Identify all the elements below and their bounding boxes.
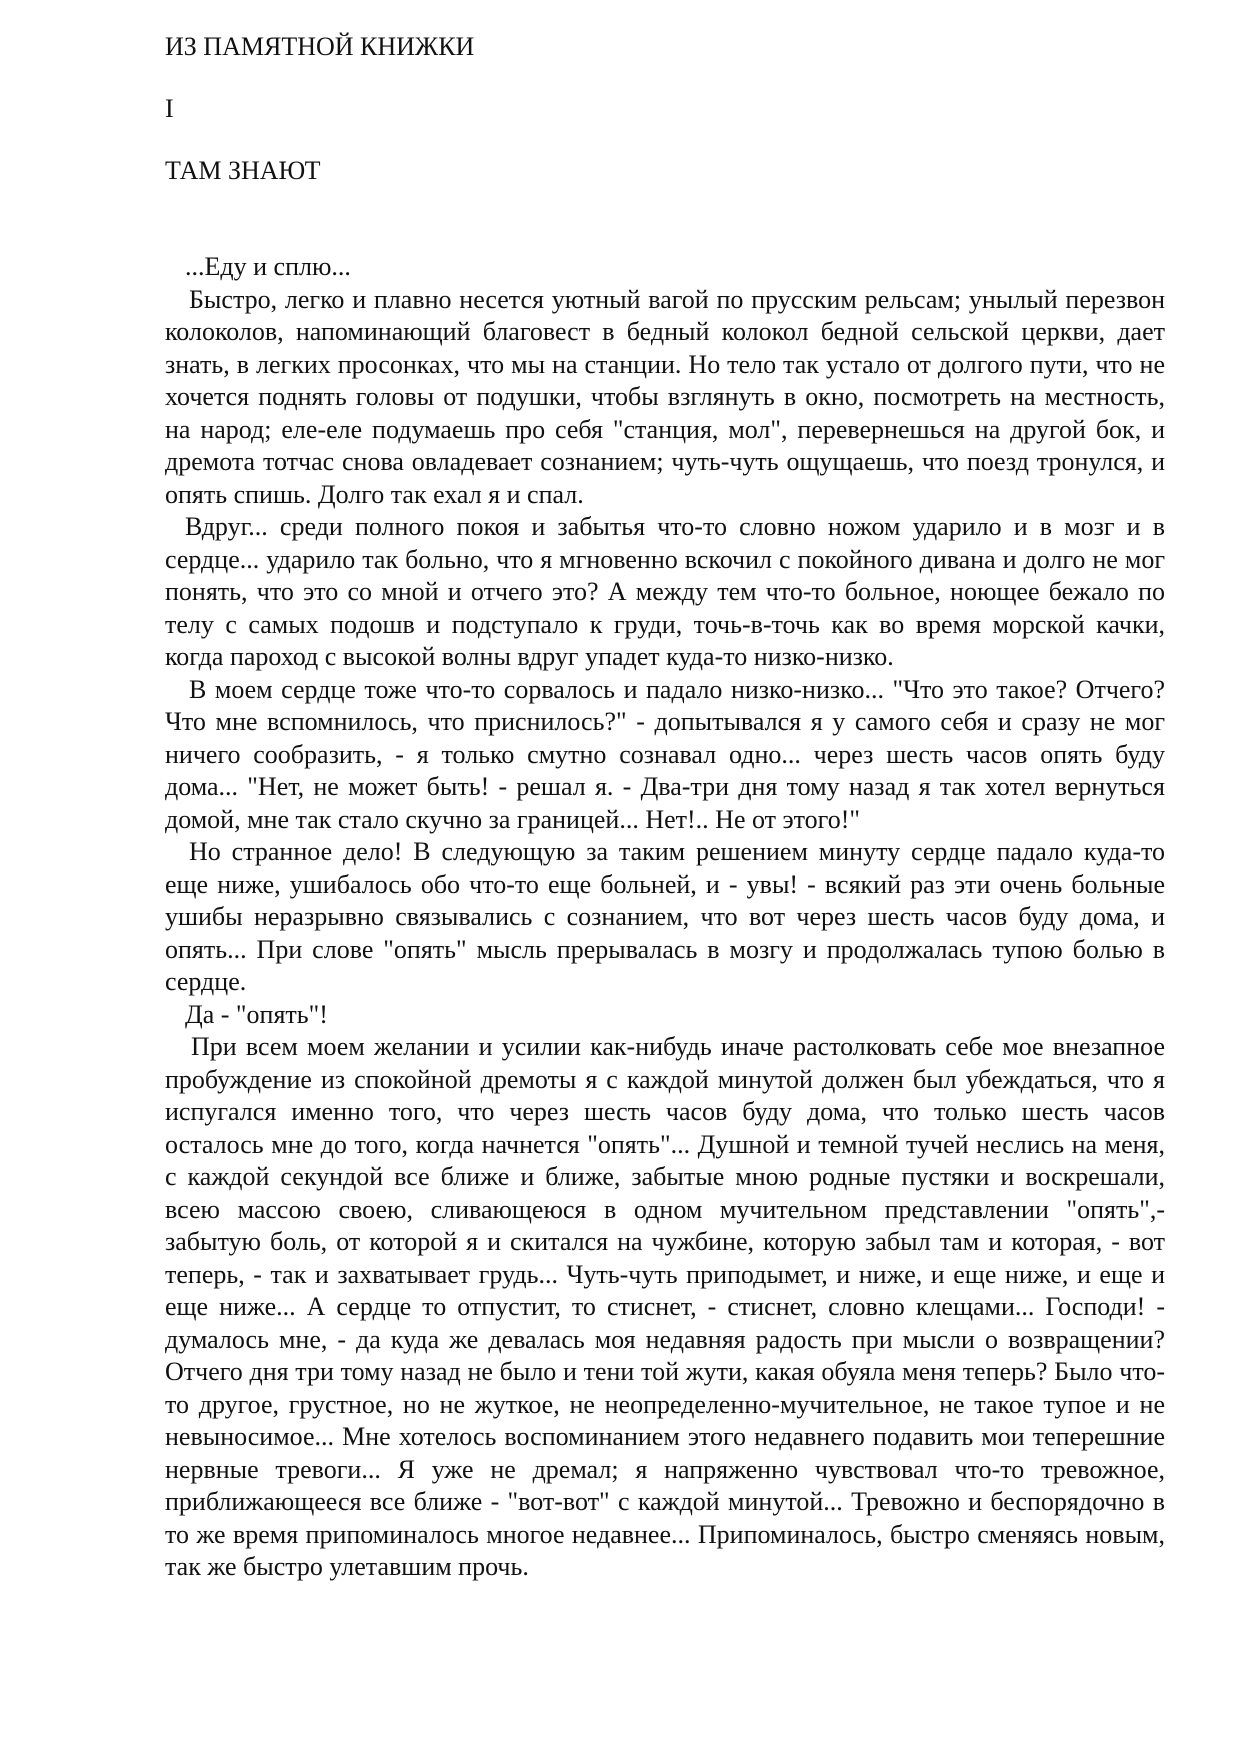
- paragraph-3: Вдруг... среди полного покоя и забытья что-то словно ножом ударило и в мозг и в сердце... ударило так больно, что я мгновенно вскочил с покойного дивана и долго не мог понять, что это со мной и отчего это? А между тем что-то больное, ноющее бежало по телу с самых подошв и подступало к груди, точь-в-точь как во время морской качки, когда пароход с высокой волны вдруг упадет куда-то низко-низко.: [165, 512, 1165, 671]
- body-text: [165, 251, 1165, 1584]
- paragraph-5: Но странное дело! В следующую за таким решением минуту сердце падало куда-то еще ниже, ушибалось обо что-то еще больней, и - увы! - всякий раз эти очень больные ушибы неразрывно связывались с сознанием, что вот через шесть часов буду дома, и опять... При слове "опять" мысль прерывалась в мозгу и продолжалась тупою болью в сердце.: [165, 837, 1165, 996]
- paragraph-6: Да - "опять"!: [185, 999, 328, 1029]
- chapter-title: ТАМ ЗНАЮТ: [165, 156, 321, 185]
- book-title: ИЗ ПАМЯТНОЙ КНИЖКИ: [165, 32, 475, 61]
- paragraph-7: При всем моем желании и усилии как-нибудь иначе растолковать себе мое внезапное пробуждение из спокойной дремоты я с каждой минутой должен был убеждаться, что я испугался именно того, что через шесть часов буду дома, что только шесть часов осталось мне до того, когда начнется "опять"... Душной и темной тучей неслись на меня, с каждой секундой все ближе и ближе, забытые мною родные пустяки и воскрешали, всею массою своею, сливающеюся в одном мучительном представлении "опять",- забытую боль, от которой я и скитался на чужбине, которую забыл там и которая, - вот теперь, - так и захватывает грудь... Чуть-чуть приподымет, и ниже, и еще ниже, и еще и еще ниже... А сердце то отпустит, то стиснет, - стиснет, словно клещами... Господи! - думалось мне, - да куда же девалась моя недавняя радость при мысли о возвращении? Отчего дня три тому назад не было и тени той жути, какая обуяла меня теперь? Было что-то другое, грустное, но не жуткое, не неопределенно-мучительное, не такое тупое и не невыносимое... Мне хотелось воспоминанием этого недавнего подавить мои теперешние нервные тревоги... Я уже не дремал; я напряженно чувствовал что-то тревожное, приближающееся все ближе - "вот-вот" с каждой минутой... Тревожно и беспорядочно в то же время припоминалось многое недавнее... Припоминалось, быстро сменяясь новым, так же быстро улетавшим прочь.: [165, 1032, 1165, 1581]
- paragraph-2: Быстро, легко и плавно несется уютный вагой по прусским рельсам; унылый перезвон колоколов, напоминающий благовест в бедный колокол бедной сельской церкви, дает знать, в легких просонках, что мы на станции. Но тело так устало от долгого пути, что не хочется поднять головы от подушки, чтобы взглянуть в окно, посмотреть на местность, на народ; еле-еле подумаешь про себя "станция, мол", перевернешься на другой бок, и дремота тотчас снова овладевает сознанием; чуть-чуть ощущаешь, что поезд тронулся, и опять спишь. Долго так ехал я и спал.: [165, 284, 1165, 509]
- part-number: I: [165, 94, 174, 123]
- paragraph-4: В моем сердце тоже что-то сорвалось и падало низко-низко... "Что это такое? Отчего? Что мне вспомнилось, что приснилось?" - допытывался я у самого себя и сразу не мог ничего сообразить, - я только смутно сознавал одно... через шесть часов опять буду дома... "Нет, не может быть! - решал я. - Два-три дня тому назад я так хотел вернуться домой, мне так стало скучно за границей... Нет!.. Не от этого!": [165, 674, 1165, 834]
- paragraph-1: ...Еду и сплю...: [185, 252, 351, 281]
